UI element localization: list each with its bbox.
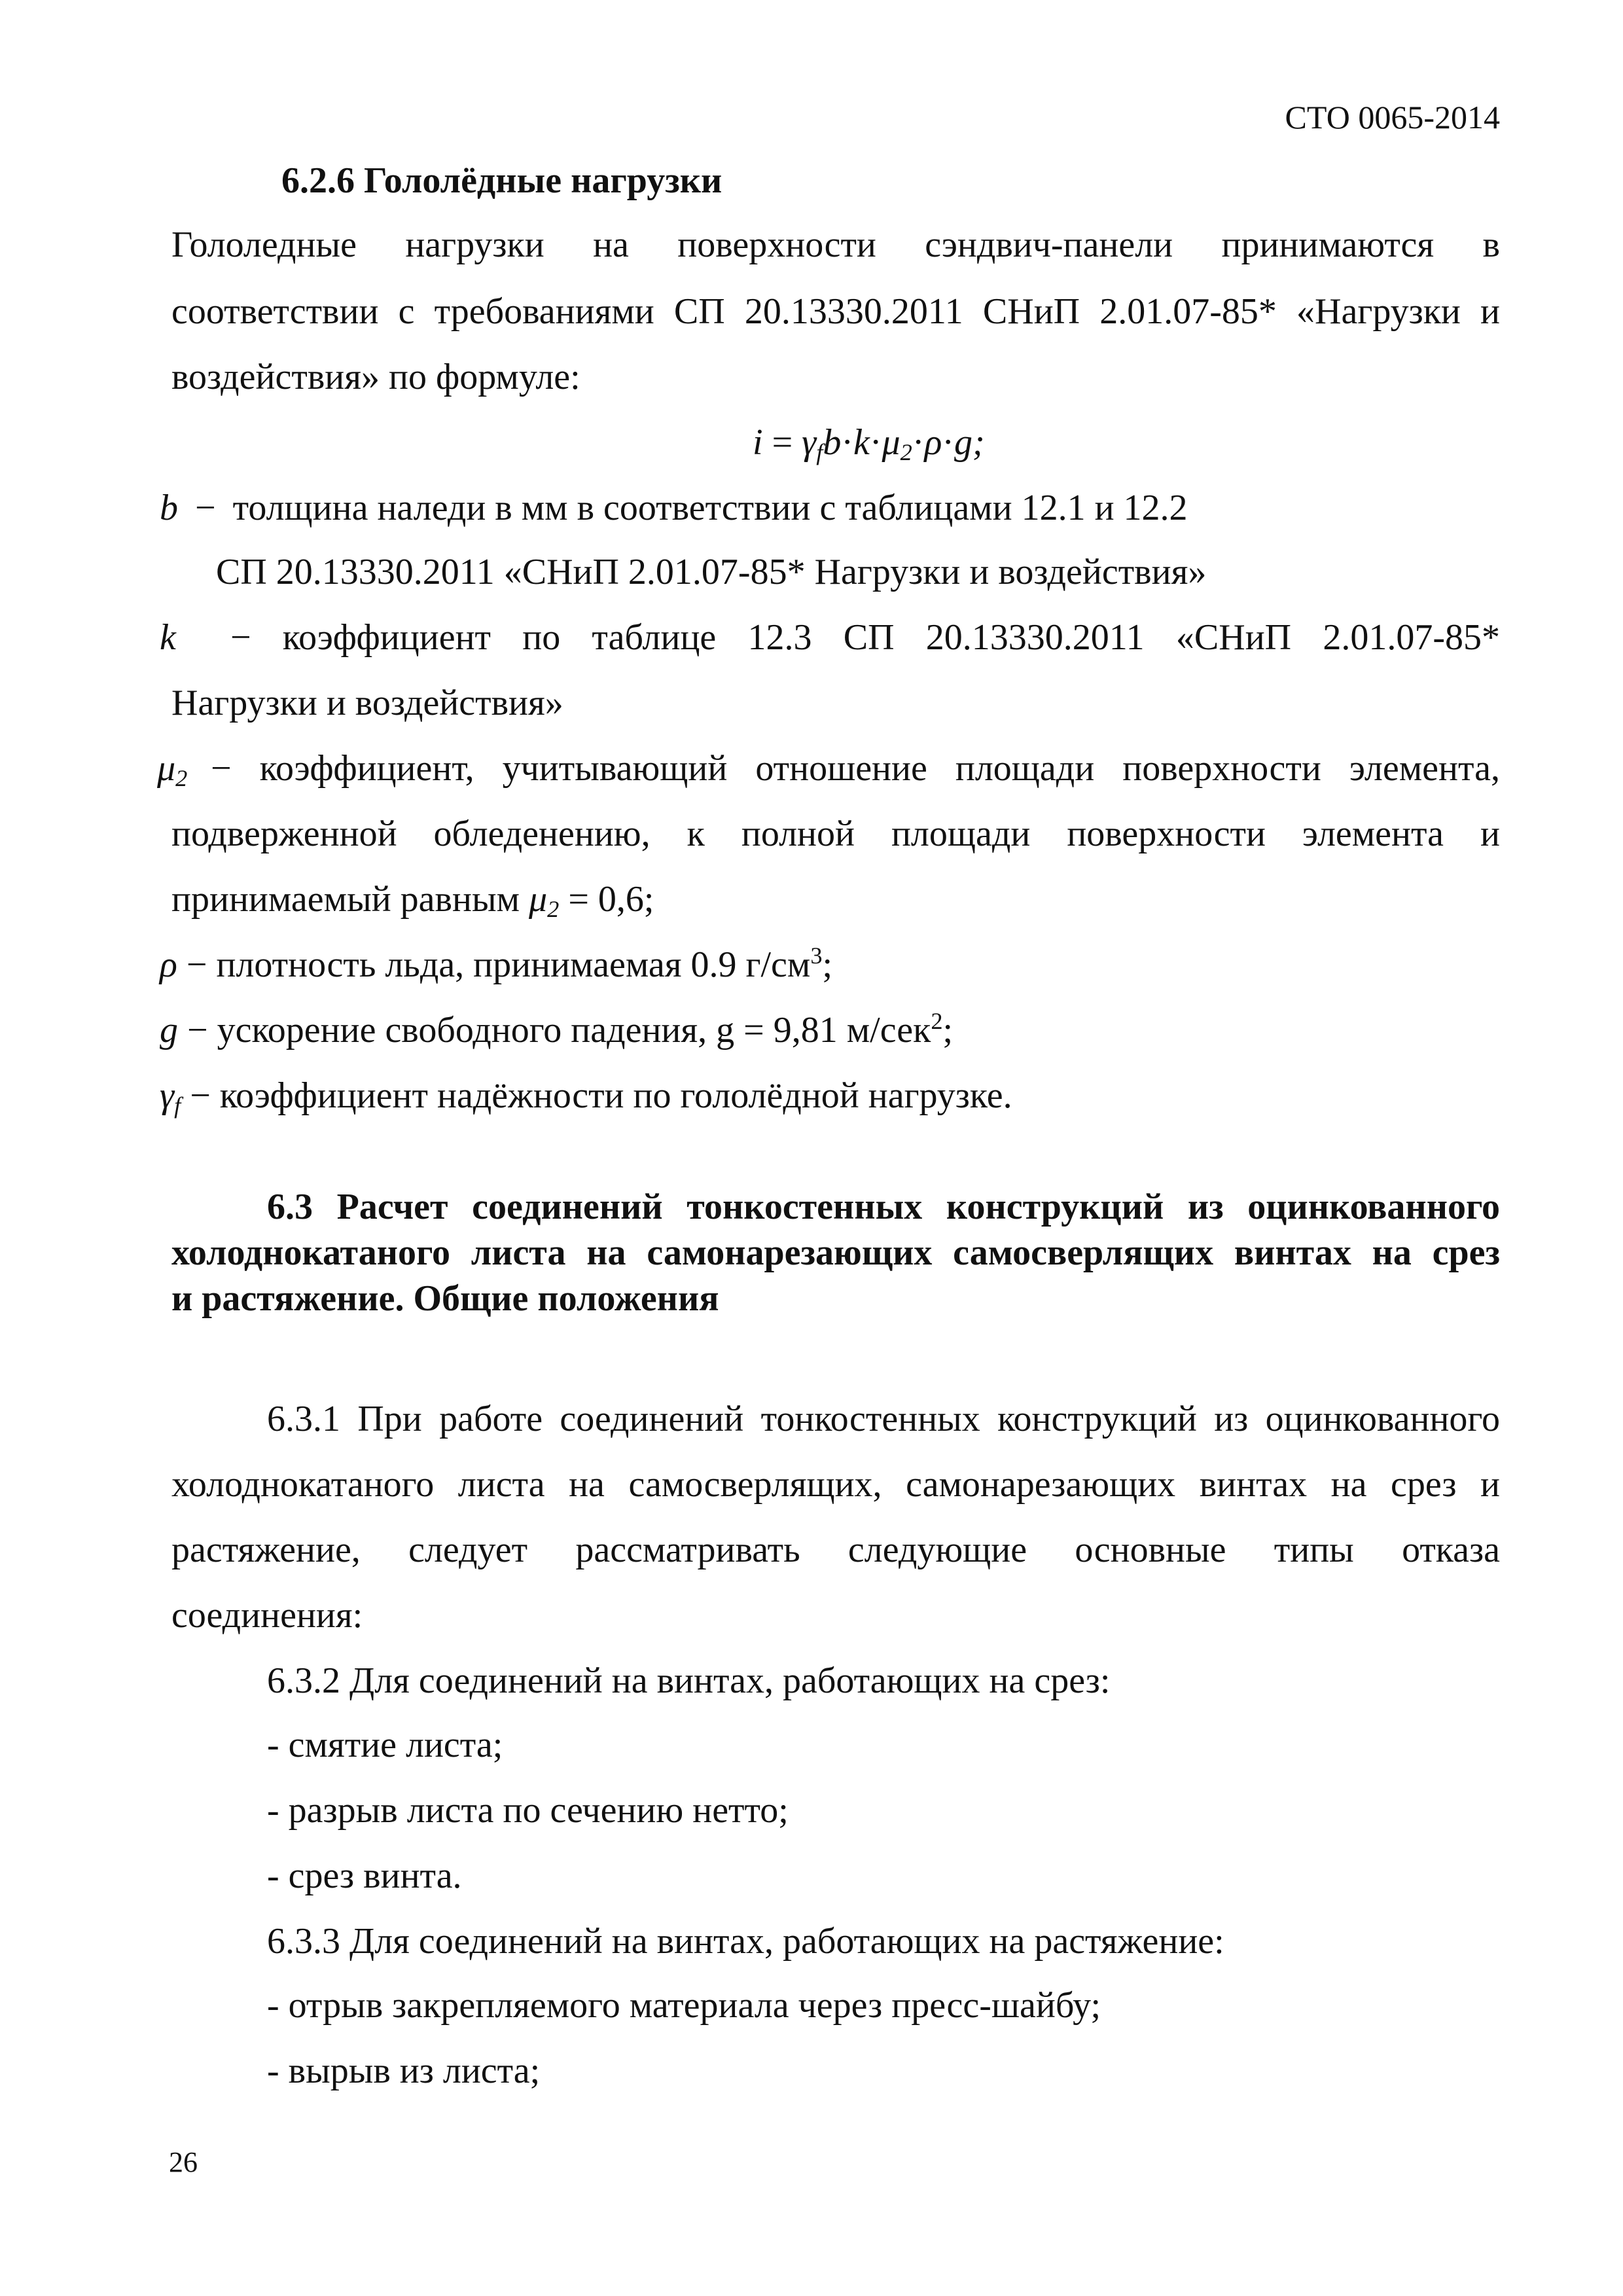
definition-b-dash: −	[195, 488, 216, 528]
formula-dot-2: ·	[869, 422, 882, 463]
formula-gamma: γ	[802, 422, 817, 463]
definition-b-symbol: b	[160, 488, 178, 528]
document-code: СТО 0065-2014	[1285, 99, 1500, 135]
definition-b-text: толщина наледи в мм в соответствии с таблицами 12.1 и 12.2	[232, 488, 1188, 528]
paragraph-6-3-1-line-3: растяжение, следует рассматривать следующие основные типы отказа	[171, 1530, 1500, 1570]
formula-eq: =	[772, 422, 793, 463]
paragraph-6-3-1-line-1: 6.3.1 При работе соединений тонкостенных конструкций из оцинкованного	[267, 1399, 1500, 1439]
definition-mu-line-3: принимаемый равным $\mu_2 = 0,6$;	[171, 879, 654, 923]
formula-dot-1: ·	[841, 422, 854, 463]
section-heading-6-2-6: 6.2.6 Гололёдные нагрузки	[281, 160, 722, 201]
list-item-shear-1: - смятие листа;	[267, 1725, 503, 1765]
formula-g: g	[954, 422, 973, 463]
list-item-shear-3: - срез винта.	[267, 1856, 462, 1896]
formula-dot-3: ·	[912, 422, 925, 463]
section-heading-6-3-line-1: 6.3 Расчет соединений тонкостенных конструкций из оцинкованного	[267, 1187, 1500, 1227]
list-item-tension-2: - вырыв из листа;	[267, 2051, 541, 2091]
definition-b	[160, 490, 1188, 526]
paragraph-6-3-3: 6.3.3 Для соединений на винтах, работающих на растяжение:	[267, 1921, 1224, 1962]
page-number: 26	[169, 2146, 198, 2178]
section-heading-6-3-line-2: холоднокатаного листа на самонарезающих самосверлящих винтах на срез	[171, 1232, 1500, 1273]
intro-line-1: Гололедные нагрузки на поверхности сэндвич-панели принимаются в	[171, 224, 1500, 265]
paragraph-6-3-1-line-4: соединения:	[171, 1595, 363, 1636]
formula-rho: ρ	[924, 422, 942, 463]
list-item-tension-1: - отрыв закрепляемого материала через пресс-шайбу;	[267, 1985, 1101, 2026]
list-item-shear-2: - разрыв листа по сечению нетто;	[267, 1790, 789, 1831]
paragraph-6-3-1-line-2: холоднокатаного листа на самосверлящих, самонарезающих винтах на срез и	[171, 1464, 1500, 1505]
definition-k-line-1: − коэффициент по таблице 12.3 СП 20.13330.2011 «СНиП 2.01.07-85*	[230, 617, 1500, 658]
formula-dot-4: ·	[942, 422, 955, 463]
formula-lhs: i	[753, 422, 763, 463]
definition-mu-line-1: − коэффициент, учитывающий отношение площади поверхности элемента,	[211, 748, 1500, 789]
definition-k-symbol: k	[160, 617, 176, 658]
definition-b-line-2: СП 20.13330.2011 «СНиП 2.01.07-85* Нагрузки и воздействия»	[216, 552, 1207, 592]
paragraph-6-3-2: 6.3.2 Для соединений на винтах, работающих на срез:	[267, 1660, 1111, 1701]
definition-rho: ρ − плотность льда, принимаемая 0.9 $г/см^3$;	[160, 942, 833, 985]
formula-mu: μ	[882, 422, 901, 463]
definition-gamma: $\gamma_f$ − коэффициент надёжности по гололёдной нагрузке.	[160, 1075, 1012, 1119]
intro-line-2: соответствии с требованиями СП 20.13330.2011 СНиП 2.01.07-85* «Нагрузки и	[171, 291, 1500, 332]
ice-load-formula	[753, 422, 985, 466]
section-heading-6-3-line-3: и растяжение. Общие положения	[171, 1278, 719, 1319]
intro-line-3: воздействия» по формуле:	[171, 357, 580, 397]
formula-gamma-sub: f	[816, 439, 823, 466]
formula-mu-sub: 2	[900, 439, 912, 466]
formula-k: k	[853, 422, 870, 463]
definition-k-line-2: Нагрузки и воздействия»	[171, 683, 563, 723]
definition-mu-symbol: $\mu_2$	[157, 748, 188, 792]
formula-b: b	[823, 422, 842, 463]
definition-mu-line-2: подверженной обледенению, к полной площади поверхности элемента и	[171, 814, 1500, 854]
formula-end: ;	[972, 422, 985, 463]
definition-g: g − ускорение свободного падения, g = 9,81 м/сек$^2$;	[160, 1007, 954, 1050]
